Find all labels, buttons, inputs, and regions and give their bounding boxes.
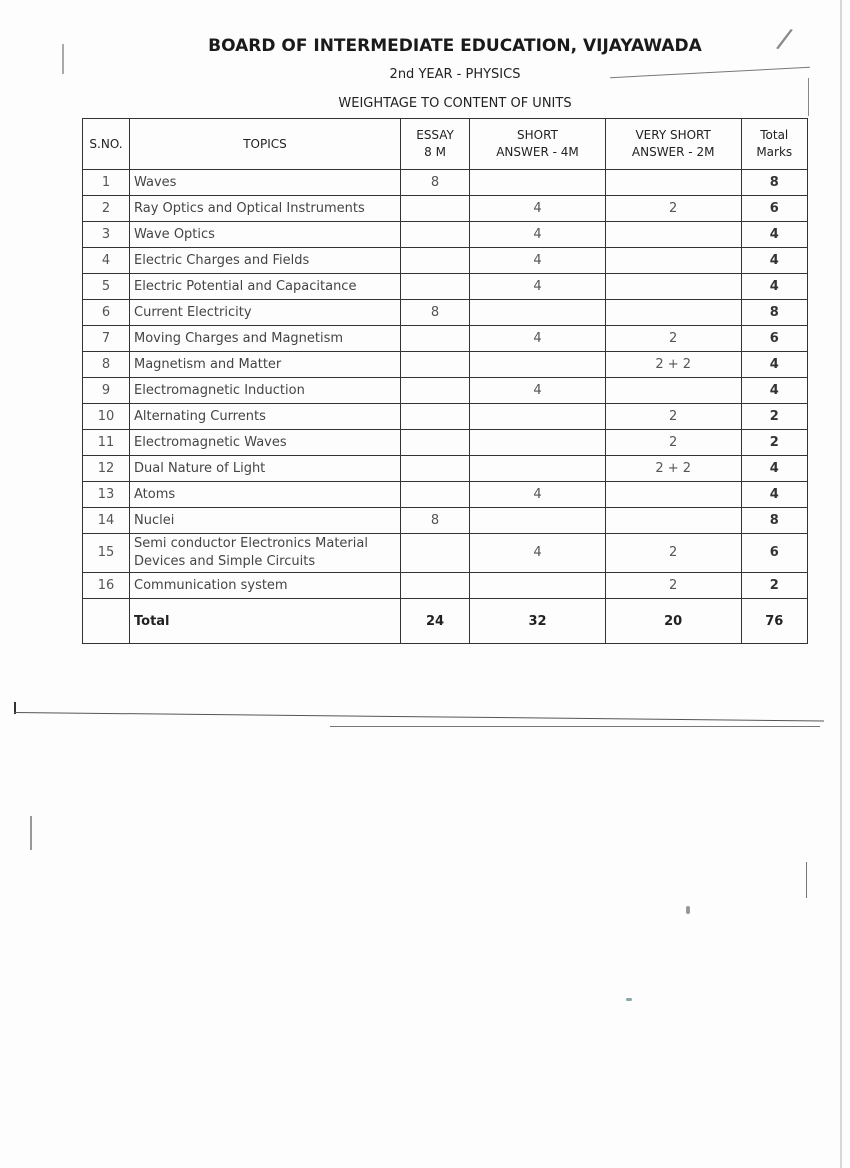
cell-sno: 16 — [83, 573, 130, 599]
cell-very-short: 2 — [605, 430, 741, 456]
cell-topic: Electric Charges and Fields — [130, 248, 401, 274]
cell-sno: 5 — [83, 274, 130, 300]
header-short-line1: SHORT — [517, 128, 558, 142]
cell-topic: Electric Potential and Capacitance — [130, 274, 401, 300]
cell-topic: Alternating Currents — [130, 404, 401, 430]
cell-very-short — [605, 170, 741, 196]
header-short-line2: ANSWER - 4M — [496, 145, 579, 159]
cell-sno: 11 — [83, 430, 130, 456]
cell-sno: 12 — [83, 456, 130, 482]
cell-topic: Communication system — [130, 573, 401, 599]
cell-essay — [401, 534, 470, 573]
cell-very-short — [605, 508, 741, 534]
table-row — [83, 456, 808, 482]
cell-topic: Nuclei — [130, 508, 401, 534]
scan-speck — [686, 906, 690, 914]
cell-sno: 14 — [83, 508, 130, 534]
cell-short — [470, 300, 606, 326]
cell-topic: Magnetism and Matter — [130, 352, 401, 378]
cell-essay — [401, 573, 470, 599]
cell-total: 2 — [741, 430, 807, 456]
cell-topic: Wave Optics — [130, 222, 401, 248]
cell-short: 4 — [470, 248, 606, 274]
cell-short — [470, 456, 606, 482]
header-topics: TOPICS — [130, 119, 401, 170]
cell-topic-line1: Semi conductor Electronics Material — [134, 536, 368, 551]
totals-label: Total — [130, 599, 401, 644]
cell-total: 4 — [741, 482, 807, 508]
cell-total: 4 — [741, 378, 807, 404]
cell-very-short — [605, 248, 741, 274]
header-total-line1: Total — [760, 128, 789, 142]
cell-essay — [401, 430, 470, 456]
cell-topic: Current Electricity — [130, 300, 401, 326]
total-very-short: 20 — [605, 599, 741, 644]
header-short — [470, 119, 606, 170]
cell-essay: 8 — [401, 508, 470, 534]
cell-essay — [401, 196, 470, 222]
table-row — [83, 378, 808, 404]
cell-total: 4 — [741, 274, 807, 300]
cell-topic — [130, 534, 401, 573]
cell-short — [470, 404, 606, 430]
cell-short: 4 — [470, 274, 606, 300]
cell-sno: 2 — [83, 196, 130, 222]
table-row — [83, 534, 808, 573]
cell-short: 4 — [470, 326, 606, 352]
cell-topic: Waves — [130, 170, 401, 196]
cell-total: 6 — [741, 326, 807, 352]
cell-short — [470, 573, 606, 599]
cell-total: 4 — [741, 222, 807, 248]
cell-sno-empty — [83, 599, 130, 644]
scan-mark — [30, 816, 32, 850]
cell-essay — [401, 404, 470, 430]
cell-very-short — [605, 482, 741, 508]
cell-topic: Electromagnetic Induction — [130, 378, 401, 404]
cell-total: 4 — [741, 456, 807, 482]
cell-total: 2 — [741, 404, 807, 430]
cell-sno: 1 — [83, 170, 130, 196]
cell-very-short: 2 + 2 — [605, 456, 741, 482]
cell-very-short — [605, 300, 741, 326]
cell-essay — [401, 222, 470, 248]
cell-very-short: 2 + 2 — [605, 352, 741, 378]
cell-very-short: 2 — [605, 534, 741, 573]
cell-total: 8 — [741, 508, 807, 534]
table-row — [83, 222, 808, 248]
cell-essay — [401, 326, 470, 352]
cell-sno: 15 — [83, 534, 130, 573]
page-edge — [840, 0, 842, 1168]
cell-sno: 7 — [83, 326, 130, 352]
cell-essay — [401, 378, 470, 404]
cell-essay — [401, 456, 470, 482]
total-short: 32 — [470, 599, 606, 644]
cell-topic: Ray Optics and Optical Instruments — [130, 196, 401, 222]
cell-very-short — [605, 274, 741, 300]
total-essay: 24 — [401, 599, 470, 644]
cell-short: 4 — [470, 482, 606, 508]
cell-very-short: 2 — [605, 404, 741, 430]
cell-total: 6 — [741, 534, 807, 573]
cell-sno: 3 — [83, 222, 130, 248]
cell-short: 4 — [470, 378, 606, 404]
signature-scribble: ∕ — [774, 21, 795, 56]
cell-very-short: 2 — [605, 326, 741, 352]
document-title: BOARD OF INTERMEDIATE EDUCATION, VIJAYAWADA — [208, 36, 702, 56]
cell-short — [470, 352, 606, 378]
cell-sno: 10 — [83, 404, 130, 430]
cell-total: 6 — [741, 196, 807, 222]
cell-sno: 9 — [83, 378, 130, 404]
table-row — [83, 326, 808, 352]
table-row — [83, 170, 808, 196]
header-total — [741, 119, 807, 170]
table-row — [83, 508, 808, 534]
table-row — [83, 352, 808, 378]
document-subtitle: 2nd YEAR - PHYSICS — [389, 67, 521, 82]
cell-very-short — [605, 222, 741, 248]
cell-sno: 8 — [83, 352, 130, 378]
header-vshort-line2: ANSWER - 2M — [631, 145, 715, 159]
header-sno: S.NO. — [83, 119, 130, 170]
cell-sno: 6 — [83, 300, 130, 326]
weightage-table — [82, 118, 808, 644]
cell-very-short — [605, 378, 741, 404]
cell-total: 8 — [741, 170, 807, 196]
cell-total: 2 — [741, 573, 807, 599]
table-row — [83, 196, 808, 222]
table-row — [83, 404, 808, 430]
cell-essay — [401, 482, 470, 508]
cell-short — [470, 430, 606, 456]
cell-total: 4 — [741, 248, 807, 274]
header-total-line2: Marks — [756, 145, 793, 159]
cell-topic: Moving Charges and Magnetism — [130, 326, 401, 352]
scan-mark — [806, 862, 807, 898]
header-essay-line2: 8 M — [424, 145, 446, 159]
table-row — [83, 274, 808, 300]
cell-total: 8 — [741, 300, 807, 326]
cell-topic-line2: Devices and Simple Circuits — [134, 554, 316, 569]
cell-essay: 8 — [401, 170, 470, 196]
cell-topic: Electromagnetic Waves — [130, 430, 401, 456]
cell-short: 4 — [470, 222, 606, 248]
header-very-short — [605, 119, 741, 170]
table-header-row — [83, 119, 808, 170]
cell-topic: Dual Nature of Light — [130, 456, 401, 482]
table-row — [83, 300, 808, 326]
table-row — [83, 482, 808, 508]
totals-row — [83, 599, 808, 644]
header-essay — [401, 119, 470, 170]
cell-short — [470, 508, 606, 534]
cell-essay — [401, 274, 470, 300]
cell-essay — [401, 352, 470, 378]
cell-very-short: 2 — [605, 196, 741, 222]
table-row — [83, 573, 808, 599]
cell-short — [470, 170, 606, 196]
cell-essay: 8 — [401, 300, 470, 326]
table-row — [83, 248, 808, 274]
scan-speck — [626, 998, 632, 1001]
cell-sno: 4 — [83, 248, 130, 274]
grand-total: 76 — [741, 599, 807, 644]
cell-total: 4 — [741, 352, 807, 378]
cell-very-short: 2 — [605, 573, 741, 599]
page-fold-line — [330, 726, 820, 727]
header-essay-line1: ESSAY — [416, 128, 454, 142]
cell-essay — [401, 248, 470, 274]
cell-sno: 13 — [83, 482, 130, 508]
cell-short: 4 — [470, 196, 606, 222]
header-vshort-line1: VERY SHORT — [635, 128, 711, 142]
page-fold-line — [14, 712, 824, 721]
cell-short: 4 — [470, 534, 606, 573]
cell-topic: Atoms — [130, 482, 401, 508]
table-row — [83, 430, 808, 456]
table-caption: WEIGHTAGE TO CONTENT OF UNITS — [338, 96, 572, 111]
